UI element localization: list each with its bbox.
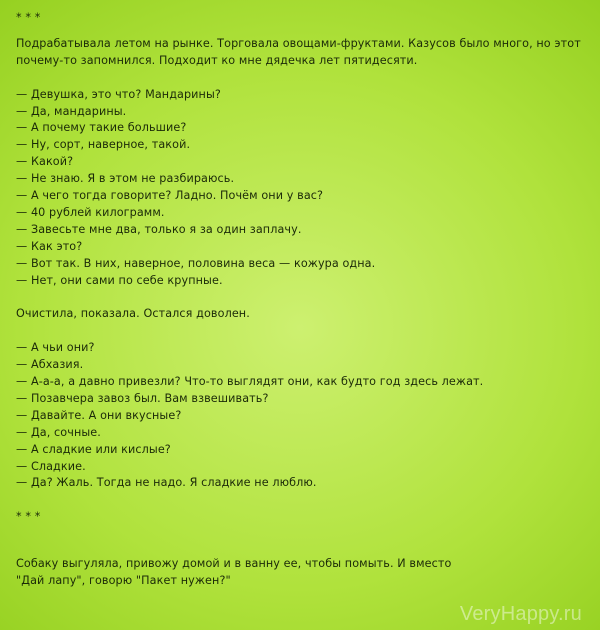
dialogue-line: — Ну, сорт, наверное, такой. xyxy=(16,138,191,152)
story-2 xyxy=(16,556,588,590)
dialogue-block-1 xyxy=(16,87,588,290)
dialogue-line: — Как это? xyxy=(16,239,83,253)
dialogue-line: — А-а-а, а давно привезли? Что-то выглядят они, как будто год здесь лежат. xyxy=(16,374,484,388)
dialogue-line: — Давайте. А они вкусные? xyxy=(16,408,182,422)
story-text xyxy=(16,10,588,590)
dialogue-line: — 40 рублей килограмм. xyxy=(16,205,165,219)
site-watermark: VeryHappy.ru xyxy=(459,603,582,625)
dialogue-line: — Сладкие. xyxy=(16,459,86,473)
dialogue-block-2 xyxy=(16,340,588,492)
dialogue-line: — Да? Жаль. Тогда не надо. Я сладкие не люблю. xyxy=(16,476,317,490)
story-2-line: "Дай лапу", говорю "Пакет нужен?" xyxy=(16,574,231,588)
dialogue-line: — Какой? xyxy=(16,155,74,169)
story-2-line: Собаку выгуляла, привожу домой и в ванну ее, чтобы помыть. И вместо xyxy=(16,557,452,571)
dialogue-line: — А сладкие или кислые? xyxy=(16,442,171,456)
dialogue-line: — Вот так. В них, наверное, половина веса — кожура одна. xyxy=(16,256,376,270)
dialogue-line: — Абхазия. xyxy=(16,358,84,372)
dialogue-line: — А чьи они? xyxy=(16,341,95,355)
dialogue-line: — А чего тогда говорите? Ладно. Почём они у вас? xyxy=(16,189,324,203)
dialogue-line: — Завесьте мне два, только я за один заплачу. xyxy=(16,222,302,236)
dialogue-line: — Да, мандарины. xyxy=(16,104,127,118)
dialogue-line: — Да, сочные. xyxy=(16,425,101,439)
separator-middle: * * * xyxy=(16,510,41,524)
story-middle-paragraph: Очистила, показала. Остался доволен. xyxy=(16,307,250,321)
dialogue-line: — Позавчера завоз был. Вам взвешивать? xyxy=(16,391,269,405)
dialogue-line: — Нет, они сами по себе крупные. xyxy=(16,273,223,287)
dialogue-line: — А почему такие большие? xyxy=(16,121,187,135)
dialogue-line: — Девушка, это что? Мандарины? xyxy=(16,87,221,101)
dialogue-line: — Не знаю. Я в этом не разбираюсь. xyxy=(16,172,235,186)
separator-top: * * * xyxy=(16,11,41,24)
story-intro: Подрабатывала летом на рынке. Торговала овощами-фруктами. Казусов было много, но этот почему-то запомнился. Подходит ко мне дядечка лет пятидесяти. xyxy=(16,36,581,67)
